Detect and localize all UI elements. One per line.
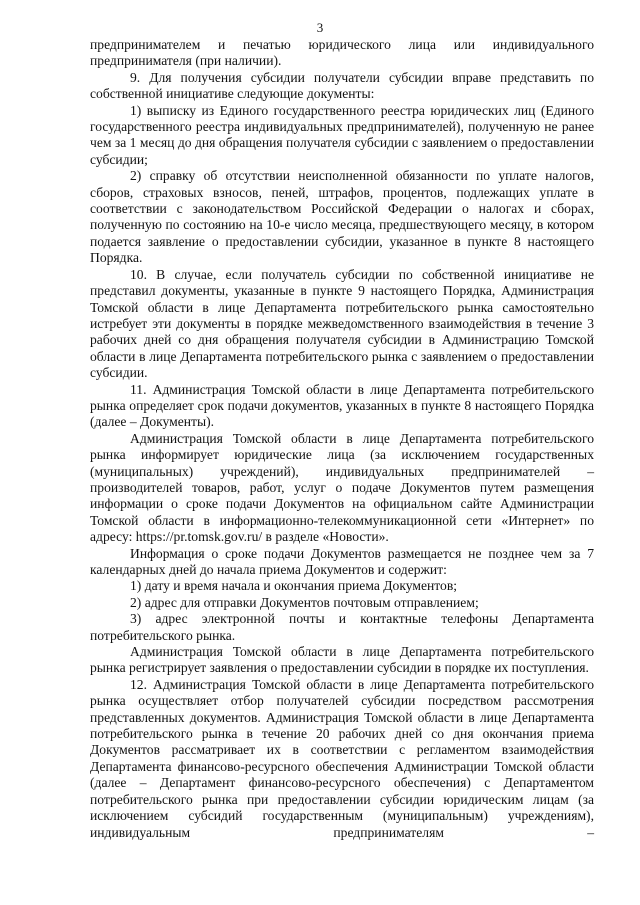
paragraph-item-10: 10. В случае, если получатель субсидии по собственной инициативе не представил документы, указанные в пункте 9 настоящего Порядка, Администрация Томской области в лице Департамента потребительского рынка самостоятельно истребует эти документы в порядке межведомственного взаимодействия в течение 3 рабочих дней со дня обращения получателя субсидии в Администрацию Томской области в лице Департамента потребительского рынка с заявлением о предоставлении субсидии.: [90, 266, 594, 381]
paragraph-informing: Администрация Томской области в лице Департамента потребительского рынка информирует юридические лица (за исключением государственных (муниципальных) учреждений), индивидуальных предпринимателей – производителей товаров, работ, услуг о подаче Документов путем размещения информации о сроке подачи Документов на официальном сайте Администрации Томской области в информационно-телекоммуникационной сети «Интернет» по адресу: https://pr.tomsk.gov.ru/ в разделе «Новости».: [90, 430, 594, 545]
paragraph-info-2: 2) адрес для отправки Документов почтовым отправлением;: [130, 594, 479, 610]
paragraph-item-11: 11. Администрация Томской области в лице Департамента потребительского рынка определяет срок подачи документов, указанных в пункте 8 настоящего Порядка (далее – Документы).: [90, 381, 594, 430]
document-body: [90, 37, 594, 841]
paragraph-item-9: 9. Для получения субсидии получатели субсидии вправе представить по собственной инициативе следующие документы:: [90, 69, 594, 102]
paragraph-info-1: 1) дату и время начала и окончания приема Документов;: [130, 578, 458, 594]
paragraph-item-12: 12. Администрация Томской области в лице Департамента потребительского рынка осуществляет отбор получателей субсидии посредством рассмотрения представленных документов. Администрация Томской области в лице Департамента потребительского рынка в течение 20 рабочих дней со дня окончания приема Документов рассматривает их в соответствии с регламентом взаимодействия Департамента финансово-ресурсного обеспечения Администрации Томской области (далее – Департамент финансово-ресурсного обеспечения) с Департаментом потребительского рынка при предоставлении субсидии юридическим лицам (за исключением субсидий государственным (муниципальным) учреждениям), индивидуальным предпринимателям –: [90, 676, 594, 840]
page-number: 3: [316, 20, 324, 35]
paragraph-subitem-9-2: 2) справку об отсутствии неисполненной обязанности по уплате налогов, сборов, страховых взносов, пеней, штрафов, процентов, подлежащих уплате в соответствии с законодательством Российской Федерации о налогах и сборах, полученную по состоянию на 10-е число месяца, предшествующего месяцу, в котором подается заявление о предоставлении субсидии, указанное в пункте 8 настоящего Порядка.: [90, 168, 594, 266]
paragraph-info-deadline: Информация о сроке подачи Документов размещается не позднее чем за 7 календарных дней до начала приема Документов и содержит:: [90, 545, 594, 577]
paragraph-registration: Администрация Томской области в лице Департамента потребительского рынка регистрирует заявления о предоставлении субсидии в порядке их поступления.: [90, 644, 594, 676]
paragraph-subitem-9-1: 1) выписку из Единого государственного реестра юридических лиц (Единого государственного реестра индивидуальных предпринимателей), полученную не ранее чем за 1 месяц до дня обращения получателя субсидии с заявлением о предоставлении субсидии;: [90, 102, 594, 167]
paragraph-continuation: предпринимателем и печатью юридического лица или индивидуального предпринимателя (при наличии).: [90, 37, 594, 69]
paragraph-info-3: 3) адрес электронной почты и контактные телефоны Департамента потребительского рынка.: [90, 611, 594, 643]
